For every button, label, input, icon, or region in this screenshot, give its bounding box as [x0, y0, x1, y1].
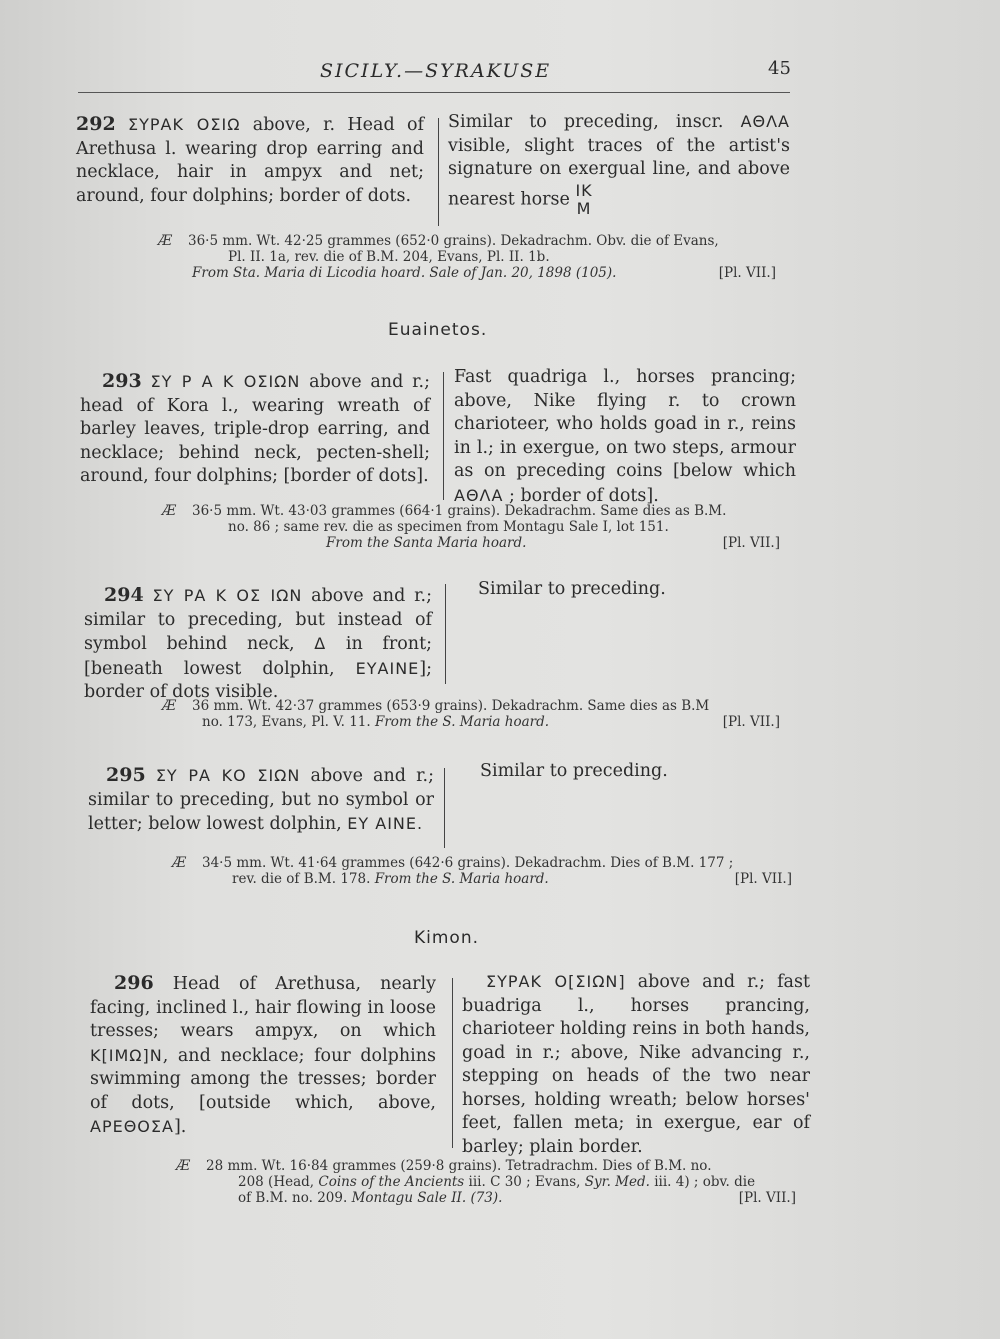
entry-294-reverse: Similar to preceding. — [478, 579, 666, 599]
obverse-description: above, r. Head of Arethusa l. wearing drop earring and necklace, hair in ampyx and net; around, four dolphins; border of dots. — [76, 115, 424, 206]
plate-ref: [Pl. VII.] — [738, 1190, 796, 1206]
entry-295-obverse — [88, 764, 434, 837]
specs-cont3: iii. 4) ; obv. die — [649, 1174, 756, 1190]
provenance: Montagu Sale II. (73). — [351, 1190, 503, 1206]
obverse-description-end: ]; border of dots visible. — [84, 658, 432, 702]
entry-293-reverse — [454, 366, 796, 508]
obverse-description: above and r.; similar to preceding, but instead of symbol behind neck, — [84, 586, 432, 654]
greek-legend: ΑΘΛΑ — [740, 112, 790, 131]
artist-mark — [575, 182, 592, 218]
entry-294-details — [162, 698, 798, 730]
metal-symbol: Æ — [176, 1158, 191, 1174]
entry-number: 294 — [104, 584, 144, 606]
specs: 36·5 mm. Wt. 43·03 grammes (664·1 grains). Dekadrachm. Same dies as B.M. — [192, 503, 727, 519]
greek-legend: ΕΥΑΙΝΕ — [355, 658, 420, 678]
obverse-description-cont: , and necklace; four dolphins swimming among the tresses; border of dots, [outside which, above, — [90, 1045, 436, 1113]
section-heading-euainetos: Euainetos. — [388, 320, 488, 340]
greek-legend: ΣΥ ΡΑ ΚΟ ΣΙΩΝ — [155, 766, 301, 785]
column-divider — [452, 978, 453, 1148]
obverse-description: above and r.; head of Kora l., wearing wreath of barley leaves, triple-drop earring, and necklace; behind neck, pecten-shell; around, four dolphins; [border of dots]. — [80, 372, 430, 486]
artist-mark-top: IK — [575, 180, 593, 200]
specs-cont: no. 173, Evans, Pl. V. 11. — [202, 714, 371, 730]
reverse-description: Similar to preceding, inscr. — [448, 112, 741, 132]
provenance: From the S. Maria hoard. — [374, 871, 549, 887]
obverse-description-end: ]. — [173, 1117, 187, 1137]
plate-ref: [Pl. VII.] — [722, 535, 780, 551]
entry-292-reverse — [448, 110, 790, 218]
entry-292-obverse — [76, 113, 424, 208]
metal-symbol: Æ — [162, 503, 177, 519]
greek-legend: ΑΡΕΘΟΣΑ — [90, 1117, 174, 1136]
column-divider — [438, 118, 439, 226]
plate-ref: [Pl. VII.] — [718, 265, 776, 281]
artist-mark-bottom: M — [576, 198, 592, 218]
entry-295-details — [172, 855, 798, 887]
entry-294-obverse — [84, 584, 432, 705]
running-title: SICILY.—SYRAKUSE — [320, 60, 552, 82]
specs-cont: rev. die of B.M. 178. — [232, 871, 371, 887]
greek-legend: ΕΥ ΑΙΝΕ. — [347, 814, 424, 833]
greek-symbol: Δ — [314, 634, 327, 653]
reverse-description-cont: visible, slight traces of the artist's signature on exergual line, and above nearest horse — [448, 135, 790, 209]
specs-cont2: iii. C 30 ; Evans, — [464, 1174, 585, 1190]
metal-symbol: Æ — [162, 698, 177, 714]
specs: 28 mm. Wt. 16·84 grammes (259·8 grains). Tetradrachm. Dies of B.M. no. — [206, 1158, 712, 1174]
entry-296-details — [176, 1158, 808, 1206]
page-number: 45 — [768, 58, 791, 79]
specs-cont: Pl. II. 1a, rev. die of B.M. 204, Evans, Pl. II. 1b. — [228, 249, 550, 265]
entry-293-obverse — [80, 370, 430, 489]
book-title: Syr. Med. — [584, 1174, 650, 1190]
specs-cont4: of B.M. no. 209. — [238, 1190, 348, 1206]
plate-ref: [Pl. VII.] — [722, 714, 780, 730]
specs: 34·5 mm. Wt. 41·64 grammes (642·6 grains). Dekadrachm. Dies of B.M. 177 ; — [202, 855, 734, 871]
reverse-description-cont: ; border of dots]. — [503, 485, 659, 506]
header-rule — [78, 92, 790, 93]
specs: 36 mm. Wt. 42·37 grammes (653·9 grains). Dekadrachm. Same dies as B.M — [192, 698, 710, 714]
column-divider — [445, 584, 446, 684]
obverse-description-cont: in front; [beneath lowest dolphin, — [84, 634, 432, 679]
specs-cont: no. 86 ; same rev. die as specimen from Montagu Sale I, lot 151. — [228, 519, 669, 535]
entry-number: 295 — [106, 764, 146, 786]
column-divider — [443, 372, 444, 500]
provenance: From the S. Maria hoard. — [374, 714, 550, 730]
metal-symbol: Æ — [158, 233, 173, 249]
entry-293-details — [162, 503, 798, 551]
column-divider — [444, 768, 445, 848]
entry-295-reverse: Similar to preceding. — [480, 761, 668, 781]
greek-legend: ΣΥ Ρ Α Κ ΟΣΙΩΝ — [150, 372, 301, 391]
reverse-description: above and r.; fast buadriga l., horses prancing, charioteer holding reins in both hands, goad in r.; above, Nike advancing r., stepping on heads of the two near horses, holding wreath; below horses' feet, fallen meta; in exergue, ear of barley; plain border. — [462, 972, 811, 1157]
greek-legend: ΑΘΛΑ — [454, 485, 504, 505]
specs: 36·5 mm. Wt. 42·25 grammes (652·0 grains). Dekadrachm. Obv. die of Evans, — [188, 233, 719, 249]
section-heading-kimon: Kimon. — [414, 928, 480, 948]
reverse-description: Fast quadriga l., horses prancing; above, Nike flying r. to crown charioteer, who holds goad in r., reins in l.; in exergue, on two steps, armour as on preceding coins [below which — [454, 367, 796, 481]
greek-legend: ΣΥ ΡΑ Κ ΟΣ ΙΩΝ — [152, 586, 303, 605]
provenance: From the Santa Maria hoard. — [326, 535, 527, 551]
greek-legend: ΣΥΡΑΚ ΟΣΙΩ — [128, 115, 241, 134]
plate-ref: [Pl. VII.] — [734, 871, 792, 887]
entry-number: 292 — [76, 113, 116, 135]
entry-292-details — [158, 233, 798, 281]
book-title: Coins of the Ancients — [318, 1174, 465, 1190]
entry-number: 296 — [114, 972, 154, 994]
obverse-description: above and r.; similar to preceding, but no symbol or letter; below lowest dolphin, — [88, 766, 434, 834]
obverse-description: Head of Arethusa, nearly facing, inclined l., hair flowing in loose tresses; wears ampyx, on which — [90, 974, 436, 1041]
greek-legend: ΣΥΡΑΚ Ο[ΣΙΩΝ] — [486, 972, 626, 991]
metal-symbol: Æ — [172, 855, 187, 871]
greek-legend: Κ[ΙΜΩ]Ν — [90, 1045, 163, 1065]
entry-296-reverse — [462, 970, 810, 1159]
entry-number: 293 — [102, 370, 142, 392]
provenance: From Sta. Maria di Licodia hoard. Sale of Jan. 20, 1898 (105). — [192, 265, 617, 281]
entry-296-obverse — [90, 972, 436, 1140]
specs-cont: 208 (Head, — [238, 1174, 319, 1190]
